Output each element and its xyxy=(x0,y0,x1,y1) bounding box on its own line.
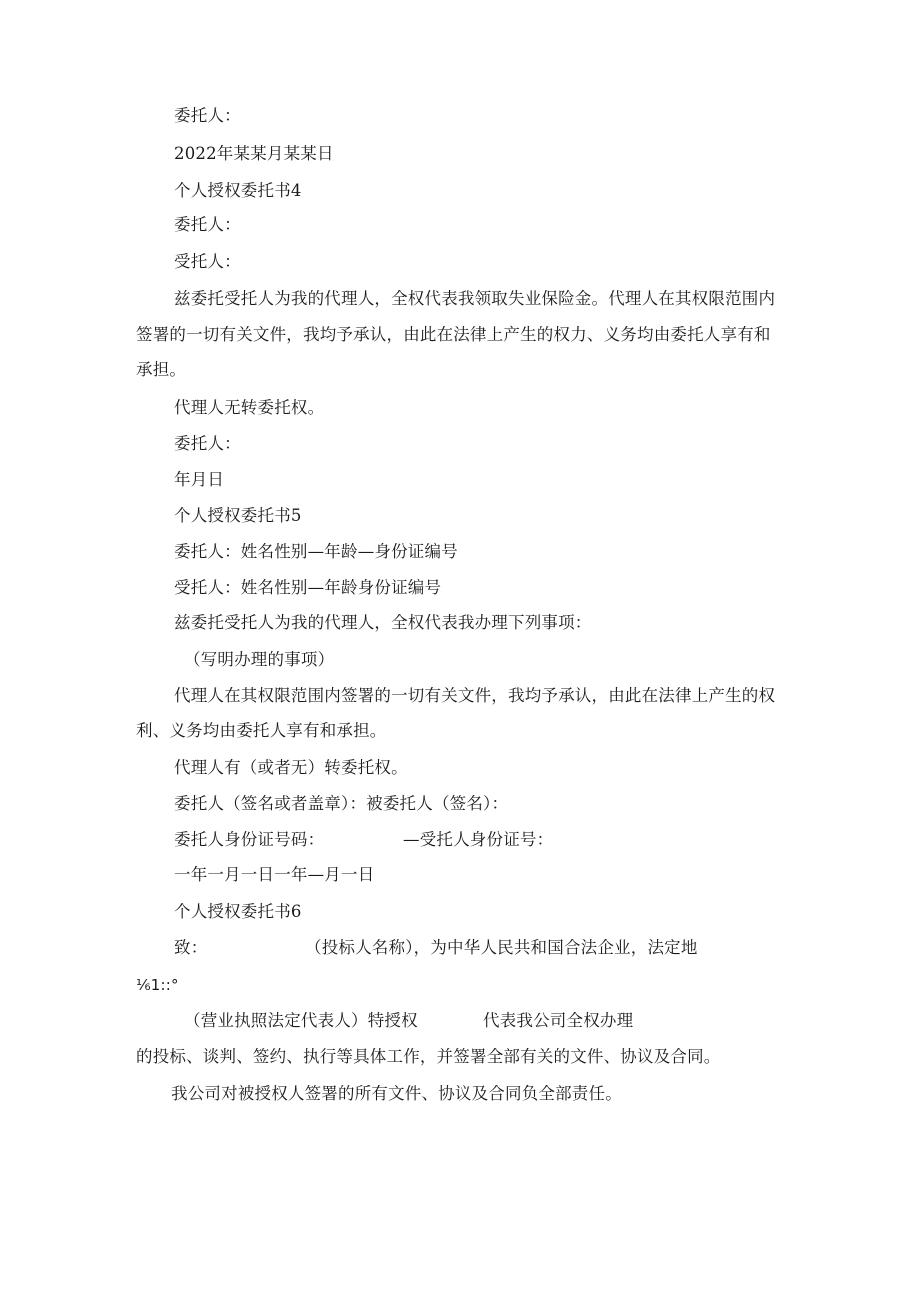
entrustment-line: 兹委托受托人为我的代理人，全权代表我办理下列事项： xyxy=(174,613,592,632)
matter-placeholder: （写明办理的事项） xyxy=(184,650,335,669)
paragraph-line: 利、义务均由委托人享有和承担。 xyxy=(136,721,387,740)
principal-label: 委托人： xyxy=(174,215,241,234)
subdelegation-line: 代理人有（或者无）转委托权。 xyxy=(174,758,408,777)
paragraph-line: 签署的一切有关文件，我均予承认，由此在法律上产生的权力、义务均由委托人享有和 xyxy=(136,325,771,344)
paragraph-line: 代理人在其权限范围内签署的一切有关文件，我均予承认，由此在法律上产生的权 xyxy=(174,686,776,705)
authorization-line: （营业执照法定代表人）特授权 xyxy=(184,1011,418,1030)
principal-info-line: 委托人：姓名性别—年龄—身份证编号 xyxy=(174,542,458,561)
principal-label: 委托人： xyxy=(174,106,241,125)
date-range-line: 一年一月一日一年—月一日 xyxy=(174,865,375,884)
garbled-text: ⅙1::° xyxy=(136,976,179,994)
agent-info-line: 受托人：姓名性别—年龄身份证编号 xyxy=(174,578,442,597)
section-title-6: 个人授权委托书6 xyxy=(174,902,302,921)
addressee-label: 致： xyxy=(174,938,208,957)
authorization-line-cont: 代表我公司全权办理 xyxy=(483,1011,634,1030)
no-subdelegation-line: 代理人无转委托权。 xyxy=(174,398,325,417)
responsibility-line: 我公司对被授权人签署的所有文件、协议及合同负全部责任。 xyxy=(171,1084,622,1103)
agent-label: 受托人： xyxy=(174,252,241,271)
bidder-name-line: （投标人名称），为中华人民共和国合法企业，法定地 xyxy=(305,938,698,957)
signature-line: 委托人（签名或者盖章）：被委托人（签名）： xyxy=(174,794,509,813)
section-title-5: 个人授权委托书5 xyxy=(174,506,302,525)
date-line: 2022年某某月某某日 xyxy=(174,144,334,163)
date-line: 年月日 xyxy=(174,470,225,489)
paragraph-line: 的投标、谈判、签约、执行等具体工作，并签署全部有关的文件、协议及合同。 xyxy=(136,1047,721,1066)
section-title-4: 个人授权委托书4 xyxy=(174,181,302,200)
id-number-label: 委托人身份证号码： xyxy=(174,830,325,849)
paragraph-line: 兹委托受托人为我的代理人，全权代表我领取失业保险金。代理人在其权限范围内 xyxy=(174,289,776,308)
principal-label: 委托人： xyxy=(174,434,241,453)
agent-id-label: —受托人身份证号： xyxy=(403,830,554,849)
paragraph-line: 承担。 xyxy=(136,360,187,379)
